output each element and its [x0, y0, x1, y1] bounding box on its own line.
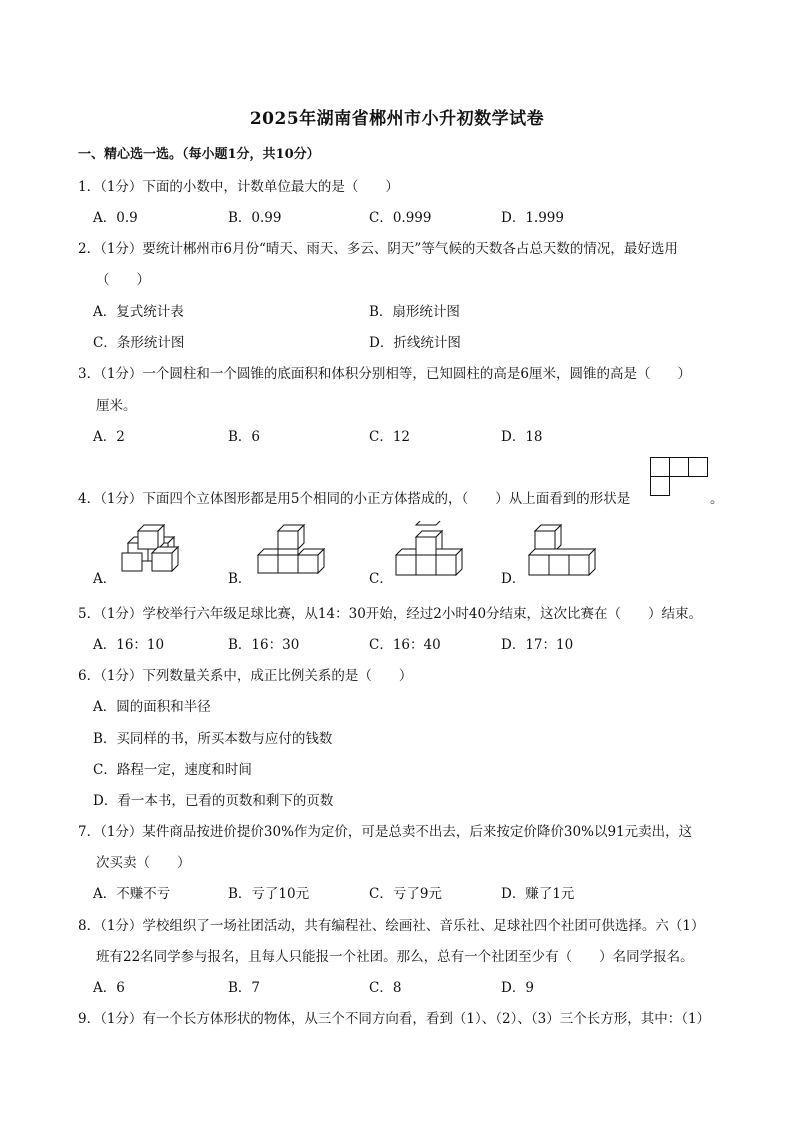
- q4-option-d-figure[interactable]: [527, 521, 599, 579]
- q7-option-c[interactable]: C．亏了9元: [369, 886, 442, 902]
- page-title: 2025年湖南省郴州市小升初数学试卷: [249, 109, 545, 129]
- q1-option-b[interactable]: B．0.99: [228, 210, 282, 226]
- q4-option-b[interactable]: B．: [228, 571, 252, 587]
- question-7-stem-cont: 次买卖（ ）: [96, 855, 191, 871]
- q5-option-b[interactable]: B．16：30: [228, 637, 300, 653]
- q5-option-d[interactable]: D．17：10: [501, 637, 574, 653]
- question-9-stem: 9．（1分）有一个长方体形状的物体，从三个不同方向看，看到（1）、（2）、（3）三个长方形，其中：（1）: [78, 1011, 711, 1027]
- question-5-stem: 5．（1分）学校举行六年级足球比赛，从14：30开始，经过2小时40分结束，这次比赛在（ ）结束。: [78, 606, 703, 622]
- q7-option-a[interactable]: A．不赚不亏: [93, 886, 171, 902]
- question-3-stem: 3．（1分）一个圆柱和一个圆锥的底面积和体积分别相等，已知圆柱的高是6厘米，圆锥的高是（ ）: [78, 366, 692, 382]
- q1-option-c[interactable]: C．0.999: [369, 210, 432, 226]
- q5-option-c[interactable]: C．16：40: [369, 637, 441, 653]
- q3-option-a[interactable]: A．2: [93, 429, 125, 445]
- q2-option-d[interactable]: D．折线统计图: [369, 335, 461, 351]
- question-2-stem: 2．（1分）要统计郴州市6月份“晴天、雨天、多云、阴天”等气候的天数各占总天数的情况，最好选用: [78, 241, 678, 257]
- q7-option-b[interactable]: B．亏了10元: [228, 886, 310, 902]
- question-4-stem: 4．（1分）下面四个立体图形都是用5个相同的小正方体搭成的，（ ）从上面看到的形状是: [78, 491, 631, 507]
- q8-option-a[interactable]: A．6: [93, 980, 125, 996]
- question-3-stem-cont: 厘米。: [96, 398, 137, 414]
- q3-option-c[interactable]: C．12: [369, 429, 411, 445]
- question-4-stem-end: 。: [710, 491, 724, 507]
- q1-option-a[interactable]: A．0.9: [93, 210, 138, 226]
- q7-option-d[interactable]: D．赚了1元: [501, 886, 575, 902]
- q6-option-c[interactable]: C．路程一定，速度和时间: [93, 762, 252, 778]
- q1-option-d[interactable]: D．1.999: [501, 210, 564, 226]
- question-8-stem: 8．（1分）学校组织了一场社团活动，共有编程社、绘画社、音乐社、足球社四个社团可供选择。六（1）: [78, 918, 705, 934]
- q6-option-b[interactable]: B．买同样的书，所买本数与应付的钱数: [93, 731, 333, 747]
- q8-option-c[interactable]: C．8: [369, 980, 402, 996]
- q8-option-d[interactable]: D．9: [501, 980, 534, 996]
- q6-option-d[interactable]: D．看一本书，已看的页数和剩下的页数: [93, 793, 334, 809]
- q4-option-b-figure[interactable]: [254, 523, 332, 579]
- q4-option-c[interactable]: C．: [369, 571, 393, 587]
- section-heading: 一、精心选一选。（每小题1分，共10分）: [78, 147, 320, 162]
- q2-option-b[interactable]: B．扇形统计图: [369, 304, 460, 320]
- q5-option-a[interactable]: A．16：10: [93, 637, 165, 653]
- q4-option-d[interactable]: D．: [501, 571, 526, 587]
- q6-option-a[interactable]: A．圆的面积和半径: [93, 699, 211, 715]
- q4-option-c-figure[interactable]: [394, 521, 474, 579]
- q2-option-c[interactable]: C．条形统计图: [93, 335, 185, 351]
- question-8-stem-cont: 班有22名同学参与报名，且每人只能报一个社团。那么，总有一个社团至少有（ ）名同学报名。: [96, 949, 694, 965]
- top-view-figure: [650, 457, 710, 497]
- q3-option-d[interactable]: D．18: [501, 429, 543, 445]
- question-7-stem: 7．（1分）某件商品按进价提价30%作为定价，可是总卖不出去，后来按定价降价30%以91元卖出，这: [78, 824, 693, 840]
- question-2-stem-cont: （ ）: [96, 272, 150, 288]
- q4-option-a-figure[interactable]: [118, 523, 190, 579]
- q8-option-b[interactable]: B．7: [228, 980, 261, 996]
- question-6-stem: 6．（1分）下列数量关系中，成正比例关系的是（ ）: [78, 668, 413, 684]
- question-1-stem: 1．（1分）下面的小数中，计数单位最大的是（ ）: [78, 179, 399, 195]
- q3-option-b[interactable]: B．6: [228, 429, 261, 445]
- q4-option-a[interactable]: A．: [93, 571, 117, 587]
- q2-option-a[interactable]: A．复式统计表: [93, 304, 184, 320]
